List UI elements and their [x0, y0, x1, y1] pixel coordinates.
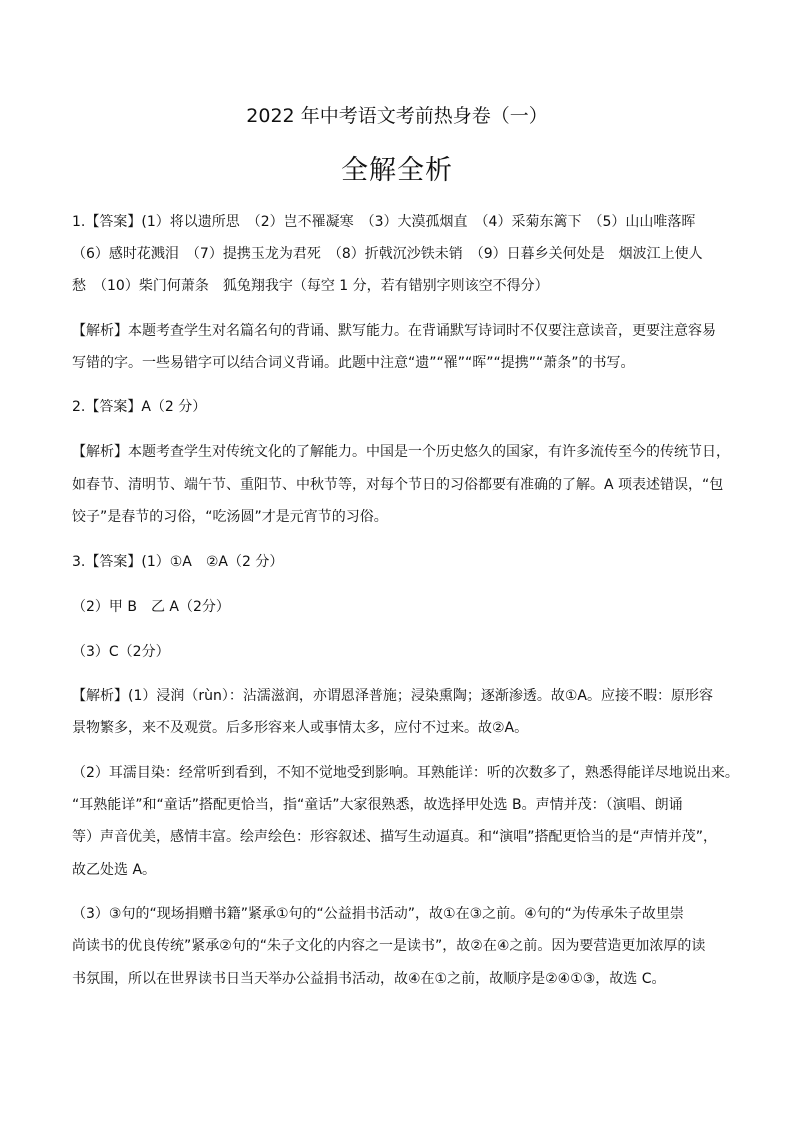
- analysis-2-line-2: 如春节、清明节、端午节、重阳节、中秋节等，对每个节日的习俗都要有准确的了解。A 项表述错误，“包: [72, 477, 724, 493]
- answer-3-line-2: （2）甲 B 乙 A（2分）: [72, 599, 230, 615]
- analysis-3-line-3: （2）耳濡目染：经常听到看到，不知不觉地受到影响。耳熟能详：听的次数多了，熟悉得能详尽地说出来。: [72, 765, 739, 781]
- answer-1-line-2: （6）感时花溅泪 （7）提携玉龙为君死 （8）折戟沉沙铁未销 （9）日暮乡关何处是 烟波江上使人: [72, 246, 703, 262]
- analysis-3-line-6: 故乙处选 A。: [72, 862, 157, 878]
- analysis-3-line-8: 尚读书的优良传统”紧承②句的“朱子文化的内容之一是读书”，故②在④之前。因为要营造更加浓厚的读: [72, 938, 706, 954]
- answer-1-line-1: 1.【答案】(1）将以遗所思 （2）岂不罹凝寒 （3）大漠孤烟直 （4）采菊东篱下 （5）山山唯落晖: [72, 214, 696, 230]
- analysis-1-line-1: 【解析】本题考查学生对名篇名句的背诵、默写能力。在背诵默写诗词时不仅要注意读音，更要注意容易: [72, 323, 716, 339]
- answer-1-line-3: 愁 （10）柴门何萧条 狐兔翔我宇（每空 1 分，若有错别字则该空不得分）: [72, 278, 549, 294]
- answer-3-line-1: 3.【答案】(1）①A ②A（2 分）: [72, 554, 284, 570]
- document-subtitle: 全解全析: [341, 155, 453, 186]
- analysis-2-line-1: 【解析】本题考查学生对传统文化的了解能力。中国是一个历史悠久的国家，有许多流传至今的传统节日，: [72, 444, 730, 460]
- answer-3-line-3: （3）C（2分）: [72, 644, 170, 660]
- answer-2-line-1: 2.【答案】A（2 分）: [72, 399, 207, 415]
- analysis-3-line-1: 【解析】(1）浸润（rùn）：沾濡滋润，亦谓恩泽普施；浸染熏陶；逐渐渗透。故①A。应接不暇：原形容: [72, 688, 713, 704]
- analysis-2-line-3: 饺子”是春节的习俗，“吃汤圆”才是元宵节的习俗。: [72, 509, 388, 525]
- analysis-3-line-2: 景物繁多，来不及观赏。后多形容来人或事情太多，应付不过来。故②A。: [72, 720, 529, 736]
- analysis-3-line-4: “耳熟能详”和“童话”搭配更恰当，指“童话”大家很熟悉，故选择甲处选 B。声情并茂：（演唱、朗诵: [72, 797, 683, 813]
- analysis-3-line-9: 书氛围，所以在世界读书日当天举办公益捐书活动，故④在①之前，故顺序是②④①③，故选 C。: [72, 971, 666, 987]
- analysis-3-line-7: （3）③句的“现场捐赠书籍”紧承①句的“公益捐书活动”，故①在③之前。④句的“为传承朱子故里崇: [72, 906, 684, 922]
- document-title: 2022 年中考语文考前热身卷（一）: [246, 105, 548, 127]
- analysis-1-line-2: 写错的字。一些易错字可以结合词义背诵。此题中注意“遗”“罹”“晖”“提携”“萧条”的书写。: [72, 355, 635, 371]
- analysis-3-line-5: 等）声音优美，感情丰富。绘声绘色：形容叙述、描写生动逼真。和“演唱”搭配更恰当的是“声情并茂”，: [72, 829, 718, 845]
